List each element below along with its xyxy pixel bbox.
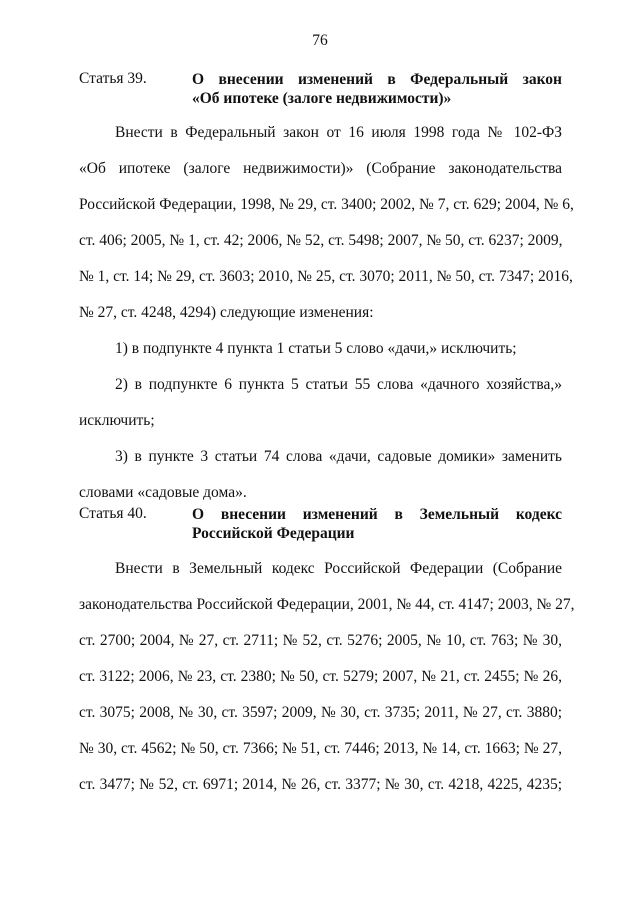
article-39-intro-line: № 27, ст. 4248, 4294) следующие изменения: (79, 304, 374, 321)
article-40-title-line2: Российской Федерации (192, 525, 355, 542)
article-40-intro-line: № 30, ст. 4562; № 50, ст. 7366; № 51, ст. 7446; 2013, № 14, ст. 1663; № 27, (79, 740, 562, 757)
article-40-number: Статья 40. (79, 505, 147, 522)
article-39-intro-line: ст. 406; 2005, № 1, ст. 42; 2006, № 52, ст. 5498; 2007, № 50, ст. 6237; 2009, (79, 232, 563, 249)
article-39-item-2-line: исключить; (79, 412, 155, 429)
article-40-title-line1: О внесении изменений в Земельный кодекс (192, 506, 562, 523)
article-39-title-line2: «Об ипотеке (залоге недвижимости)» (192, 90, 452, 107)
article-39-intro-line: Российской Федерации, 1998, № 29, ст. 3400; 2002, № 7, ст. 629; 2004, № 6, (79, 196, 574, 213)
article-39-intro-line: Внести в Федеральный закон от 16 июля 1998 года № 102-ФЗ (115, 124, 562, 141)
article-39-intro-line: «Об ипотеке (залоге недвижимости)» (Собрание законодательства (79, 160, 562, 177)
article-39-item-3-line: словами «садовые дома». (79, 484, 247, 501)
page-number: 76 (312, 32, 328, 49)
article-40-intro-line: ст. 3075; 2008, № 30, ст. 3597; 2009, № 30, ст. 3735; 2011, № 27, ст. 3880; (79, 704, 562, 721)
article-39-item-2-line: 2) в подпункте 6 пункта 5 статьи 55 слова «дачного хозяйства,» (115, 376, 562, 393)
article-40-intro-line: ст. 3477; № 52, ст. 6971; 2014, № 26, ст. 3377; № 30, ст. 4218, 4225, 4235; (79, 776, 562, 793)
article-39-body (79, 115, 574, 511)
article-39-intro-line: № 1, ст. 14; № 29, ст. 3603; 2010, № 25, ст. 3070; 2011, № 50, ст. 7347; 2016, (79, 268, 573, 285)
article-39-number: Статья 39. (79, 70, 147, 87)
article-40-intro-line: Внести в Земельный кодекс Российской Федерации (Собрание (115, 560, 562, 577)
article-39-heading (79, 70, 562, 108)
article-39-title-line1: О внесении изменений в Федеральный закон (192, 71, 562, 88)
article-40-intro-line: ст. 3122; 2006, № 23, ст. 2380; № 50, ст. 5279; 2007, № 21, ст. 2455; № 26, (79, 668, 562, 685)
article-39-item-1: 1) в подпункте 4 пункта 1 статьи 5 слово «дачи,» исключить; (115, 340, 517, 357)
article-40-heading (79, 505, 562, 543)
article-39-title (192, 70, 562, 108)
article-40-intro-line: законодательства Российской Федерации, 2001, № 44, ст. 4147; 2003, № 27, (79, 596, 575, 613)
article-39-item-3-line: 3) в пункте 3 статьи 74 слова «дачи, садовые домики» заменить (115, 448, 562, 465)
article-40-title (192, 505, 562, 543)
article-40-body (79, 551, 575, 803)
article-40-intro-line: ст. 2700; 2004, № 27, ст. 2711; № 52, ст. 5276; 2005, № 10, ст. 763; № 30, (79, 632, 562, 649)
